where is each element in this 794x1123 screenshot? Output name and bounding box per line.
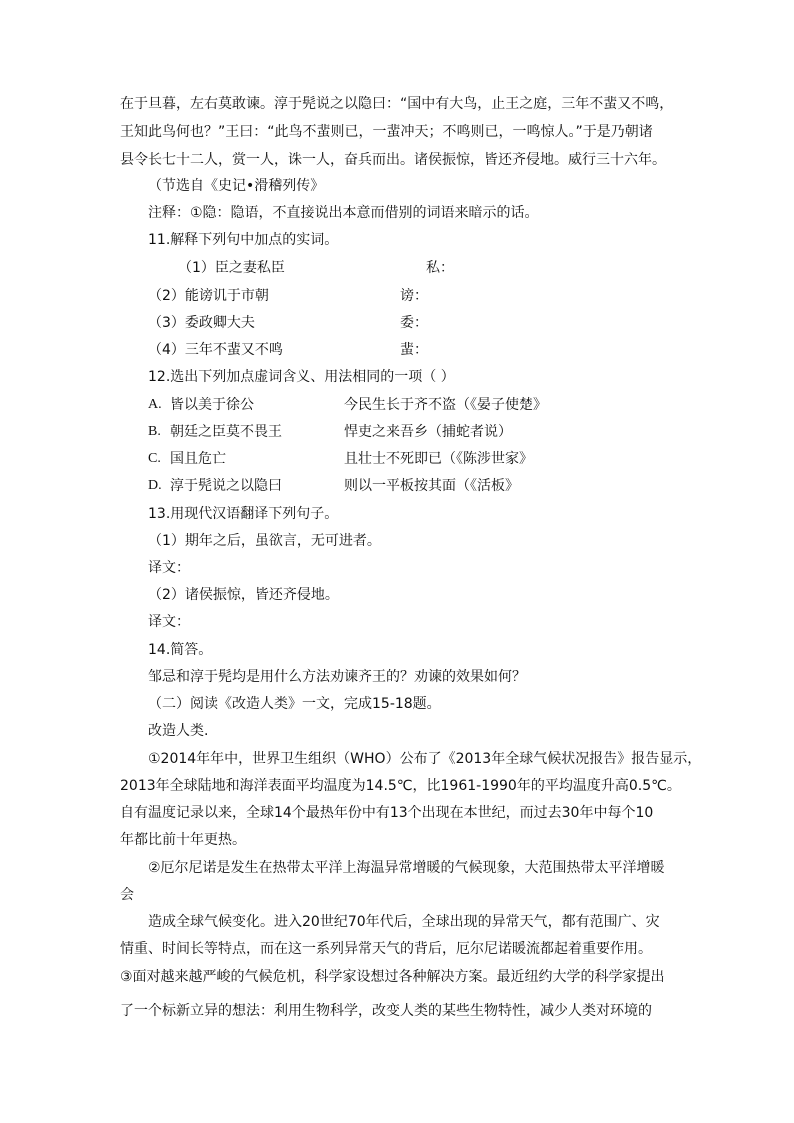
section2-title: 改造人类. — [148, 723, 209, 739]
q12-option-left: 淳于髡说之以隐曰 — [170, 478, 282, 494]
q12-option-letter: A. — [148, 397, 162, 412]
paragraph-2-line: ②厄尔尼诺是发生在热带太平洋上海温异常增暖的气候现象，大范围热带太平洋增暖 — [148, 860, 665, 876]
q14-question: 邹忌和淳于髡均是用什么方法劝谏齐王的？劝谏的效果如何？ — [148, 669, 526, 685]
q12-option-right: 悍吏之来吾乡（捕蛇者说） — [344, 424, 512, 440]
paragraph-3-line: 情重、时间长等特点，而在这一系列异常天气的背后，厄尔尼诺暖流都起着重要作用。 — [120, 941, 652, 957]
q11-item-word: 委： — [400, 315, 428, 331]
q12-option-left: 国且危亡 — [170, 451, 226, 467]
q12-option-letter: C. — [148, 451, 161, 466]
q12-option-left: 朝廷之臣莫不畏王 — [170, 424, 282, 440]
paragraph-4-line: ③面对越来越严峻的气候危机，科学家设想过各种解决方案。最近纽约大学的科学家提出 — [120, 969, 665, 985]
q11-item-sentence: （1）臣之妻私臣 — [178, 260, 285, 276]
q11-item-sentence: （4）三年不蜚又不鸣 — [148, 342, 283, 358]
passage-source: （节选自《史记•滑稽列传》 — [148, 178, 325, 194]
passage-note: 注释：①隐：隐语，不直接说出本意而借别的词语来暗示的话。 — [148, 205, 539, 221]
q11-stem: 11.解释下列句中加点的实词。 — [148, 232, 339, 248]
q12-option-right: 则以一平板按其面（《活板》 — [344, 478, 519, 494]
paragraph-1-line: 年都比前十年更热。 — [120, 832, 246, 848]
q13-sentence-2: （2）诸侯振惊，皆还齐侵地。 — [148, 587, 339, 603]
q12-option-left: 皆以美于徐公 — [170, 397, 254, 413]
q12-stem: 12.选出下列加点虚词含义、用法相同的一项（ ） — [148, 369, 455, 385]
q13-stem: 13.用现代汉语翻译下列句子。 — [148, 506, 339, 522]
passage-line: 县令长七十二人，赏一人，诛一人，奋兵而出。诸侯振惊，皆还齐侵地。威行三十六年。 — [120, 152, 666, 168]
q12-option-right: 今民生长于齐不盗（《晏子使楚》 — [344, 397, 547, 413]
q11-item-word: 蜚： — [400, 342, 428, 358]
q14-stem: 14.简答。 — [148, 642, 213, 658]
q12-option-letter: D. — [148, 478, 162, 493]
q11-item-sentence: （2）能谤讥于市朝 — [148, 288, 269, 304]
q13-sentence-1: （1）期年之后，虽欲言，无可进者。 — [148, 533, 381, 549]
q12-option-right: 且壮士不死即已（《陈涉世家》 — [344, 451, 533, 467]
paragraph-3-line: 造成全球气候变化。进入20世纪70年代后，全球出现的异常天气，都有范围广、灾 — [148, 914, 660, 930]
paragraph-2-line: 会 — [120, 887, 134, 903]
q11-item-sentence: （3）委政卿大夫 — [148, 315, 255, 331]
q12-option-letter: B. — [148, 424, 161, 439]
paragraph-1-line: 2013年全球陆地和海洋表面平均温度为14.5℃，比1961-1990年的平均温度升高0.5℃。 — [120, 778, 681, 794]
paragraph-1-line: ①2014年年中，世界卫生组织（WHO）公布了《2013年全球气候状况报告》报告显示， — [148, 751, 702, 767]
passage-line: 在于旦暮，左右莫敢谏。淳于髡说之以隐曰：“国中有大鸟，止王之庭，三年不蜚又不鸣， — [120, 96, 674, 112]
passage-line: 王知此鸟何也？”王曰：“此鸟不蜚则已，一蜚冲天；不鸣则已，一鸣惊人。”于是乃朝诸 — [120, 124, 653, 140]
paragraph-4-line: 了一个标新立异的想法：利用生物科学，改变人类的某些生物特性，减少人类对环境的 — [120, 1003, 652, 1019]
q11-item-word: 私： — [426, 260, 454, 276]
paragraph-1-line: 自有温度记录以来，全球14个最热年份中有13个出现在本世纪，而过去30年中每个10 — [120, 805, 654, 821]
section2-intro: （二）阅读《改造人类》一文，完成15-18题。 — [148, 696, 441, 712]
q13-translation-label-1: 译文： — [148, 560, 190, 576]
q11-item-word: 谤： — [400, 288, 428, 304]
q13-translation-label-2: 译文： — [148, 614, 190, 630]
